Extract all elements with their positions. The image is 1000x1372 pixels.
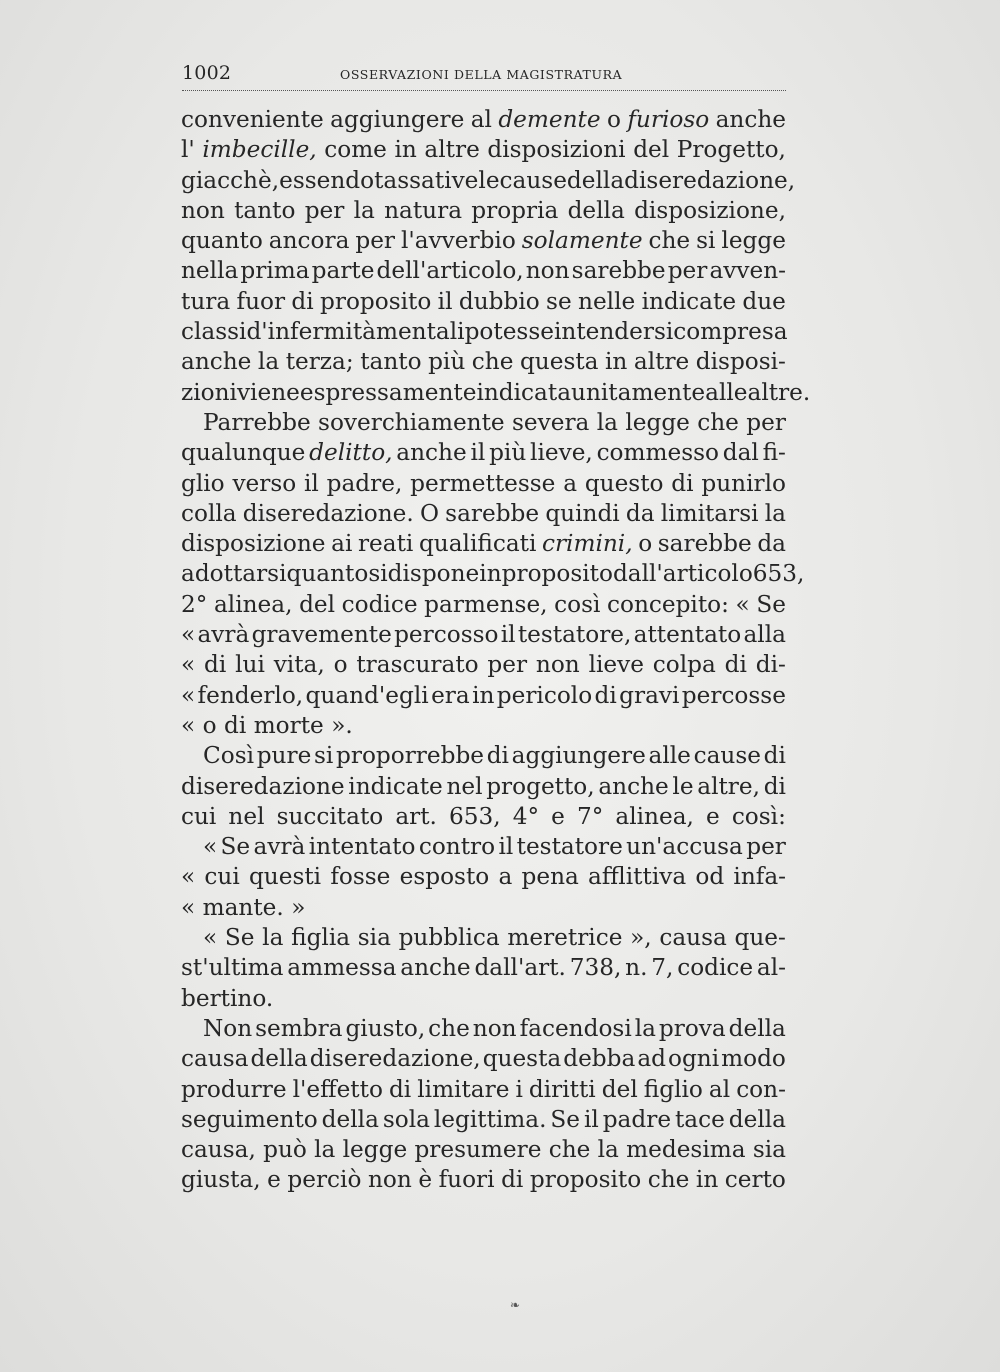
text-line: 2° alinea, del codice parmense, così concepito: « Se: [181, 590, 786, 618]
text-line: classi d' infermità mentali potesse intendersi compresa: [181, 318, 788, 346]
text-line: anche la terza; tanto più che questa in altre disposi-: [181, 348, 786, 376]
text-line: giusta, e perciò non è fuori di proposito che in certo: [181, 1166, 786, 1194]
body-text: [181, 105, 811, 1196]
page-header: [182, 62, 786, 88]
running-head: OSSERVAZIONI DELLA MAGISTRATURA: [340, 67, 623, 82]
text-line: glio verso il padre, permettesse a questo di punirlo: [181, 469, 786, 497]
text-line: « o di morte ».: [181, 711, 353, 739]
text-line: conveniente aggiungere al demente o furioso anche: [181, 106, 786, 133]
text-line: zioni viene espressamente indicata unitamente alle altre.: [181, 378, 811, 406]
text-line: tura fuor di proposito il dubbio se nelle indicate due: [181, 287, 786, 315]
text-line: diseredazione indicate nel progetto, anche le altre, di: [181, 772, 786, 800]
text-line: qualunque delitto, anche il più lieve, commesso dal fi-: [181, 439, 786, 467]
page-number: 1002: [182, 62, 232, 84]
text-line: bertino.: [181, 984, 274, 1012]
text-line: Non sembra giusto, che non facendosi la prova della: [203, 1014, 786, 1042]
text-line: causa della diseredazione, questa debba ad ogni modo: [181, 1045, 786, 1073]
text-line: « Se la figlia sia pubblica meretrice », causa que-: [203, 924, 786, 952]
text-line: adottarsi quanto si dispone in proposito dall'articolo 653,: [181, 560, 805, 588]
text-line: quanto ancora per l'avverbio solamente che si legge: [181, 227, 786, 255]
text-line: disposizione ai reati qualificati crimini, o sarebbe da: [181, 530, 786, 558]
text-line: seguimento della sola legittima. Se il padre tace della: [181, 1105, 786, 1133]
text-line: Parrebbe soverchiamente severa la legge che per: [203, 408, 786, 436]
text-line: produrre l'effetto di limitare i diritti del figlio al con-: [181, 1075, 786, 1103]
text-line: nella prima parte dell'articolo, non sarebbe per avven-: [181, 257, 786, 285]
text-line: « fenderlo, quand'egli era in pericolo di gravi percosse: [181, 681, 786, 709]
text-line: non tanto per la natura propria della disposizione,: [181, 196, 786, 224]
printer-ornament: ❧: [510, 1298, 521, 1312]
text-line: « mante. »: [181, 893, 306, 921]
text-line: « avrà gravemente percosso il testatore, attentato alla: [181, 621, 786, 649]
text-line: causa, può la legge presumere che la medesima sia: [181, 1136, 786, 1164]
text-line: colla diseredazione. O sarebbe quindi da limitarsi la: [181, 499, 786, 527]
text-line: Così pure si proporrebbe di aggiungere alle cause di: [203, 742, 786, 770]
text-line: « cui questi fosse esposto a pena afflittiva od infa-: [181, 863, 786, 891]
text-line: « Se avrà intentato contro il testatore un'accusa per: [203, 833, 786, 861]
text-line: « di lui vita, o trascurato per non lieve colpa di di-: [181, 651, 786, 679]
text-line: giacchè, essendo tassative le cause della diseredazione,: [181, 166, 796, 194]
text-line: st'ultima ammessa anche dall'art. 738, n. 7, codice al-: [181, 954, 786, 982]
text-line: cui nel succitato art. 653, 4° e 7° alinea, e così:: [181, 802, 786, 830]
text-line: l' imbecille, come in altre disposizioni del Progetto,: [181, 136, 786, 164]
header-rule: [182, 90, 786, 91]
